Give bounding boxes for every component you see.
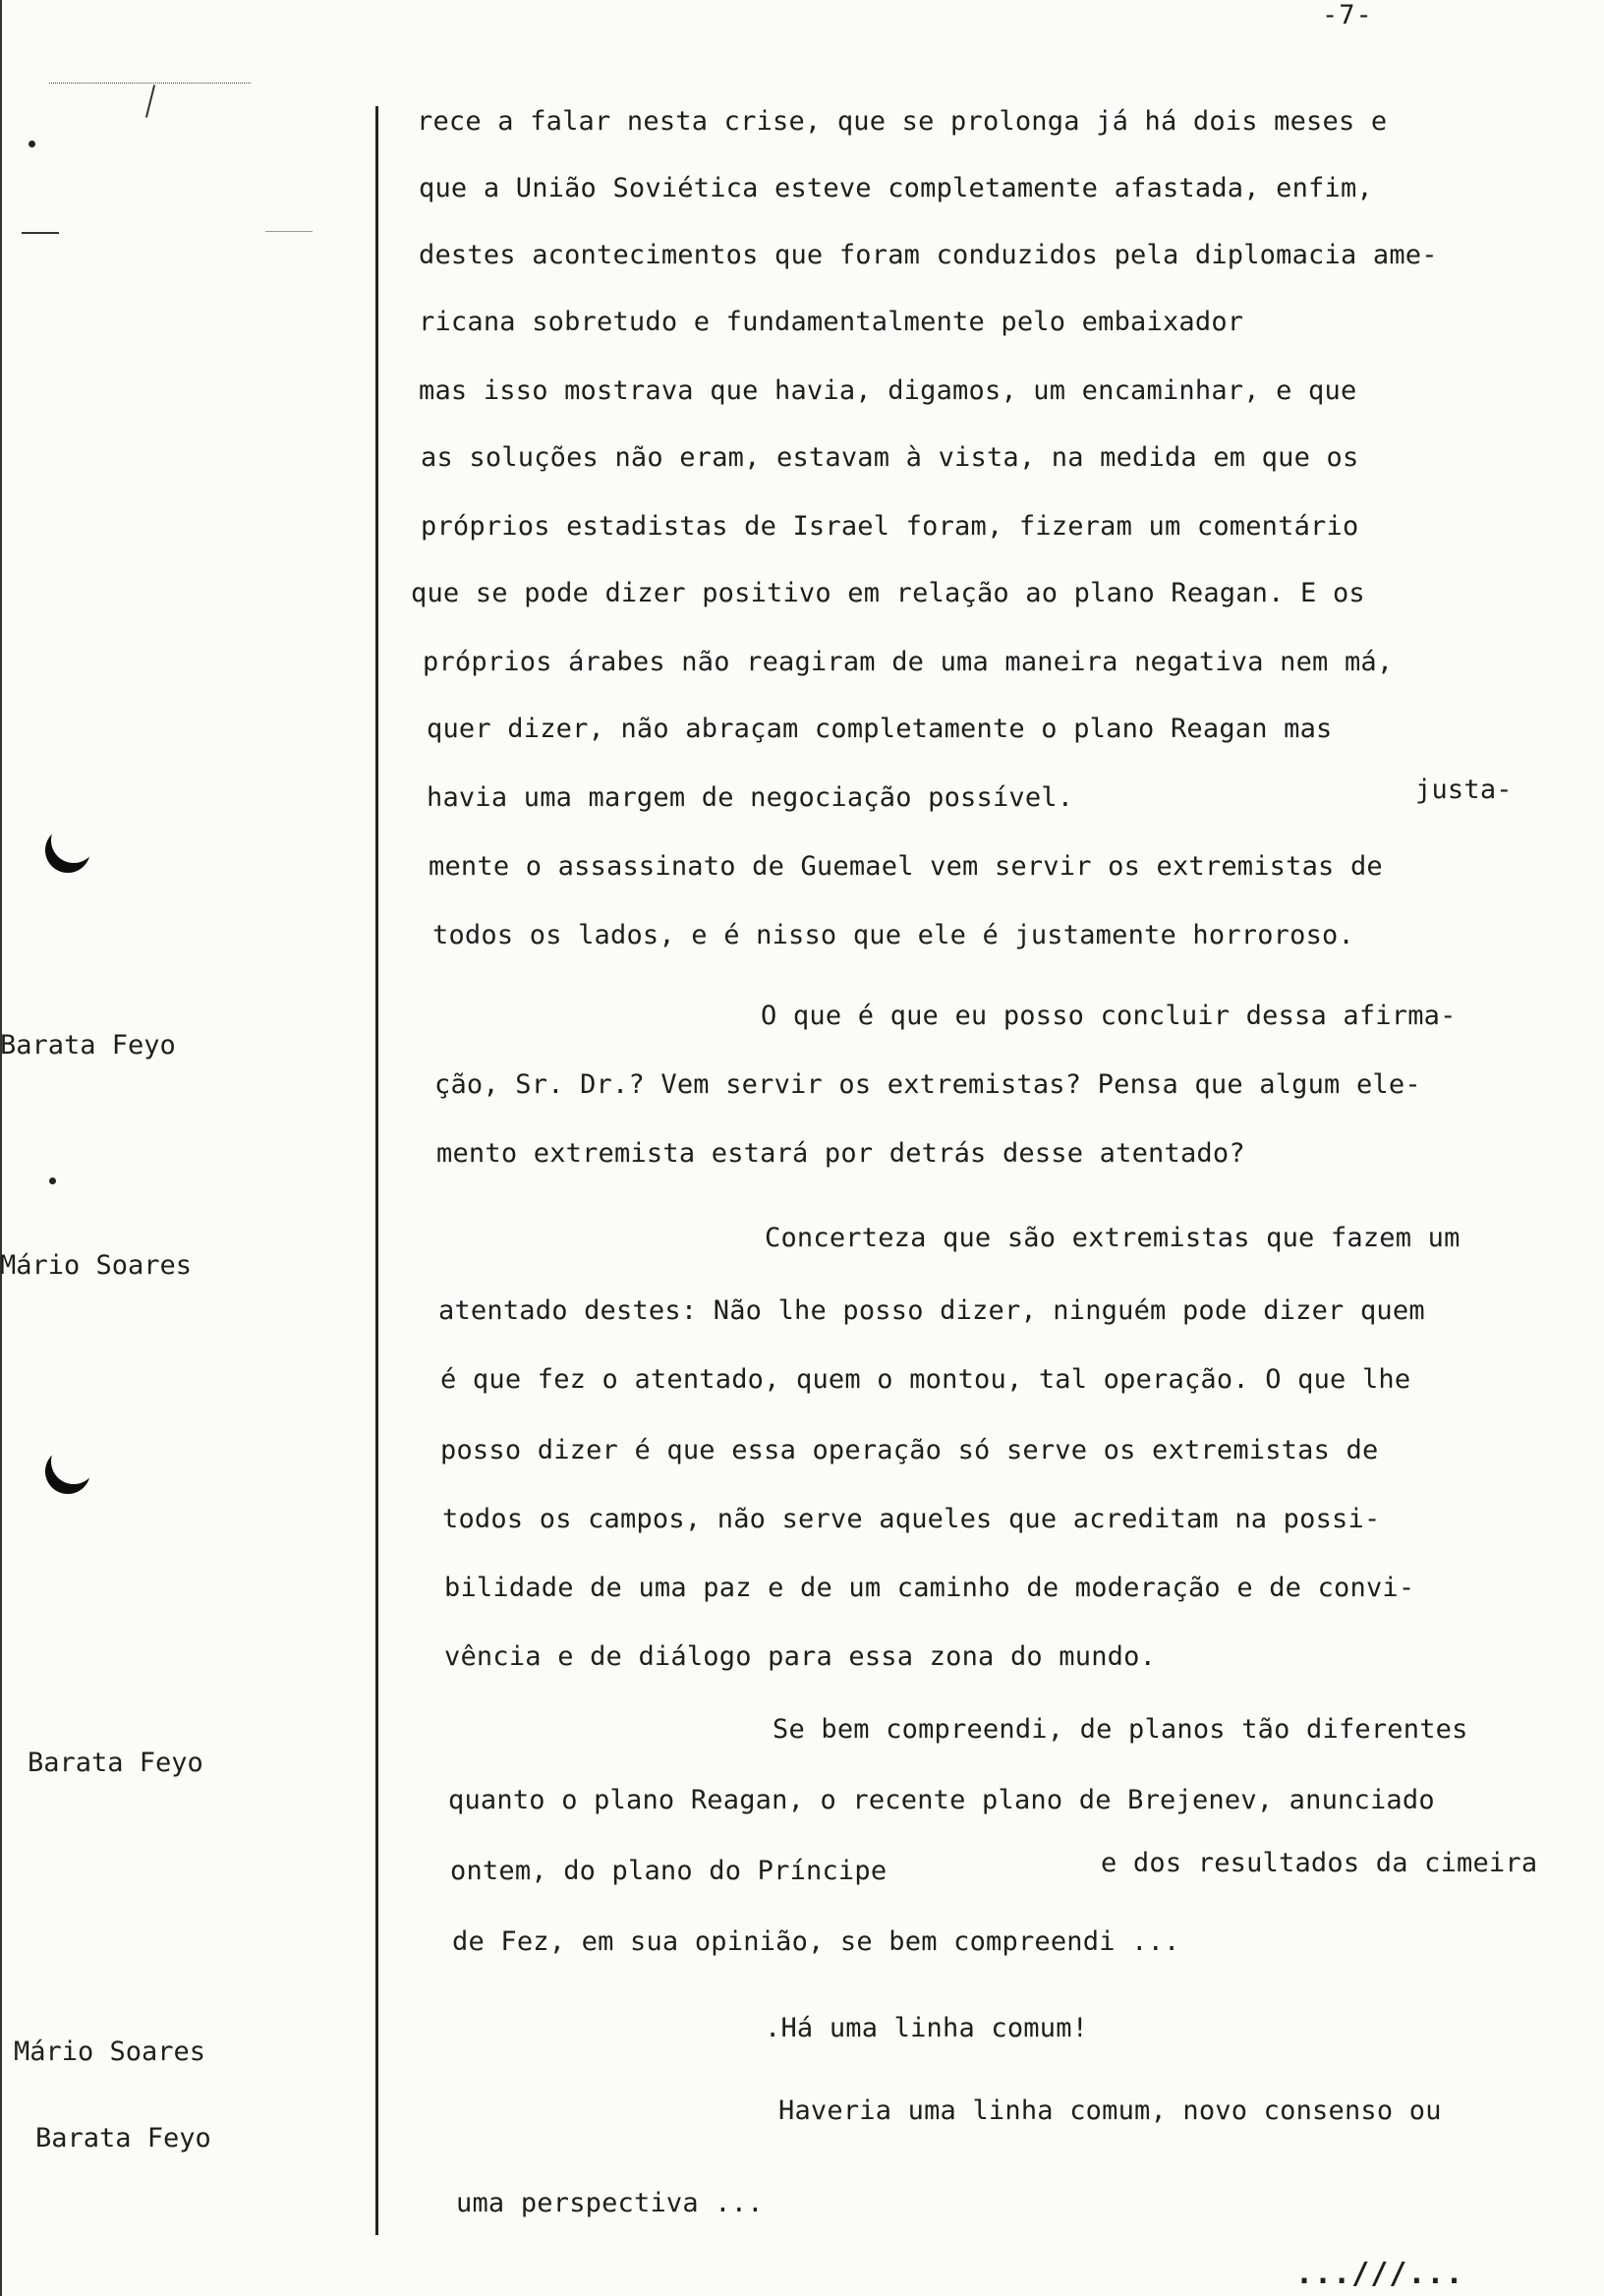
text-line: de Fez, em sua opinião, se bem compreendi ... — [452, 1926, 1180, 1957]
text-line: posso dizer é que essa operação só serve os extremistas de — [440, 1435, 1379, 1465]
page-left-edge — [0, 0, 2, 2296]
text-line: Concerteza que são extremistas que fazem um — [765, 1223, 1461, 1253]
text-line: ção, Sr. Dr.? Vem servir os extremistas? Pensa que algum ele- — [434, 1069, 1421, 1100]
text-line: vência e de diálogo para essa zona do mundo. — [444, 1641, 1157, 1672]
text-line: havia uma margem de negociação possível. — [427, 782, 1074, 813]
text-line: mento extremista estará por detrás desse atentado? — [436, 1138, 1245, 1169]
text-line: .Há uma linha comum! — [765, 2013, 1089, 2043]
text-line: todos os lados, e é nisso que ele é justamente horroroso. — [432, 920, 1354, 950]
speaker-label: Barata Feyo — [28, 1748, 203, 1778]
text-line: as soluções não eram, estavam à vista, na medida em que os — [421, 442, 1359, 473]
text-line: Se bem compreendi, de planos tão diferentes — [773, 1714, 1468, 1745]
text-line: justa- — [1415, 775, 1513, 805]
text-line: é que fez o atentado, quem o montou, tal operação. O que lhe — [440, 1364, 1411, 1395]
text-line: quanto o plano Reagan, o recente plano de Brejenev, anunciado — [448, 1785, 1435, 1815]
margin-rule — [375, 106, 378, 2235]
text-line: todos os campos, não serve aqueles que acreditam na possi- — [442, 1504, 1381, 1534]
text-line: O que é que eu posso concluir dessa afirma- — [761, 1001, 1457, 1031]
continuation-mark: ...///... — [1295, 2257, 1464, 2291]
text-line: que a União Soviética esteve completamente afastada, enfim, — [419, 173, 1373, 203]
ink-dot — [49, 1177, 56, 1184]
text-line: rece a falar nesta crise, que se prolonga já há dois meses e — [417, 106, 1388, 137]
punch-hole-icon — [45, 1449, 90, 1494]
speaker-label: Mário Soares — [14, 2037, 206, 2067]
text-line: ontem, do plano do Príncipe — [450, 1856, 888, 1886]
text-line: ricana sobretudo e fundamentalmente pelo embaixador — [419, 307, 1244, 337]
text-line: próprios árabes não reagiram de uma maneira negativa nem má, — [423, 647, 1394, 677]
text-line: mas isso mostrava que havia, digamos, um encaminhar, e que — [419, 375, 1357, 406]
punch-hole-icon — [45, 828, 90, 873]
text-line: bilidade de uma paz e de um caminho de moderação e de convi- — [444, 1573, 1415, 1603]
speaker-label: Barata Feyo — [35, 2123, 211, 2153]
page-number: -7- — [1322, 0, 1373, 30]
text-line: mente o assassinato de Guemael vem servir os extremistas de — [429, 851, 1383, 882]
speaker-label: Mário Soares — [0, 1250, 193, 1281]
slash-mark — [145, 85, 155, 117]
text-line: que se pode dizer positivo em relação ao plano Reagan. E os — [411, 578, 1365, 608]
text-line: quer dizer, não abraçam completamente o plano Reagan mas — [427, 714, 1333, 744]
dotted-mark — [49, 83, 251, 84]
text-line: atentado destes: Não lhe posso dizer, ninguém pode dizer quem — [438, 1295, 1425, 1326]
margin-dash — [22, 232, 59, 234]
text-line: uma perspectiva ... — [456, 2188, 764, 2218]
ink-dot — [29, 141, 35, 147]
text-line: próprios estadistas de Israel foram, fizeram um comentário — [421, 511, 1359, 542]
margin-dash — [265, 231, 313, 232]
speaker-label: Barata Feyo — [0, 1030, 176, 1061]
text-line: e dos resultados da cimeira — [1101, 1848, 1538, 1878]
text-line: Haveria uma linha comum, novo consenso ou — [778, 2095, 1442, 2126]
text-line: destes acontecimentos que foram conduzidos pela diplomacia ame- — [419, 240, 1438, 270]
